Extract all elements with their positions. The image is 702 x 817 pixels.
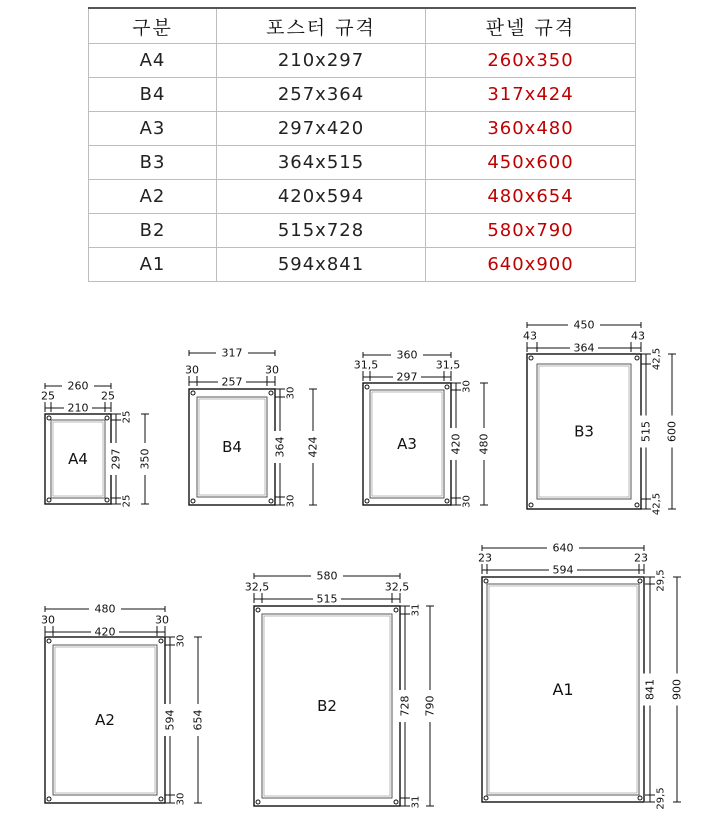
poster-width-label: 594	[552, 563, 574, 577]
panel-height-label: 424	[306, 436, 320, 458]
panel-width-label: 260	[67, 379, 89, 393]
panel-height-label: 350	[138, 448, 152, 470]
header-category: 구분	[89, 8, 217, 44]
poster-width-label: 210	[67, 401, 89, 415]
margin-height-label: 30	[175, 792, 187, 806]
margin-width-label: 30	[155, 613, 169, 627]
margin-height-label: 25	[121, 494, 133, 508]
poster-height-label: 728	[398, 695, 412, 717]
poster-height-label: 841	[643, 679, 657, 700]
panel-diagram-a4	[41, 380, 152, 508]
panel-name-a3: A3	[397, 435, 417, 453]
screw-icon	[256, 608, 260, 612]
panel-name-a1: A1	[552, 680, 574, 699]
panel-name-b4: B4	[222, 438, 242, 456]
panel-diagram-a2	[41, 603, 205, 806]
panel-diagram-a3	[354, 349, 491, 508]
row-name: A3	[89, 112, 217, 146]
panel-width-label: 640	[552, 541, 574, 555]
row-poster: 364x515	[217, 146, 426, 180]
poster-width-label: 515	[316, 592, 338, 606]
row-name: A1	[89, 248, 217, 282]
screw-icon	[365, 385, 369, 389]
margin-height-label: 30	[461, 380, 473, 393]
margin-width-label: 30	[265, 363, 279, 377]
margin-height-label: 42,5	[651, 347, 663, 371]
poster-height-label: 364	[273, 436, 287, 458]
screw-icon	[365, 499, 369, 503]
panel-name-b3: B3	[574, 422, 594, 441]
row-panel: 450x600	[426, 146, 636, 180]
screw-icon	[47, 639, 51, 643]
poster-height-label: 594	[163, 709, 177, 731]
panel-height-label: 480	[477, 433, 491, 455]
screw-icon	[191, 499, 195, 503]
row-panel: 640x900	[426, 248, 636, 282]
margin-height-label: 30	[285, 386, 297, 400]
margin-width-label: 25	[101, 389, 115, 403]
poster-width-label: 364	[573, 341, 595, 355]
margin-width-label: 25	[41, 389, 55, 403]
margin-width-label: 32,5	[384, 580, 410, 594]
screw-icon	[256, 800, 260, 804]
margin-width-label: 23	[478, 551, 492, 565]
screw-icon	[484, 579, 488, 583]
poster-height-label: 420	[449, 433, 463, 455]
row-panel: 480x654	[426, 180, 636, 214]
row-panel: 580x790	[426, 214, 636, 248]
margin-width-label: 43	[631, 329, 645, 343]
row-poster: 594x841	[217, 248, 426, 282]
screw-icon	[635, 503, 639, 507]
row-name: B2	[89, 214, 217, 248]
poster-width-label: 257	[221, 375, 243, 389]
row-panel: 360x480	[426, 112, 636, 146]
panel-width-label: 317	[221, 346, 243, 360]
poster-width-label: 297	[396, 370, 418, 384]
margin-width-label: 32,5	[244, 580, 270, 594]
margin-height-label: 30	[461, 495, 473, 508]
margin-width-label: 31,5	[353, 358, 379, 372]
row-poster: 210x297	[217, 44, 426, 78]
panel-diagram-b4	[185, 347, 320, 508]
panel-name-b2: B2	[317, 697, 337, 715]
margin-height-label: 29,5	[655, 569, 667, 592]
row-poster: 420x594	[217, 180, 426, 214]
screw-icon	[191, 391, 195, 395]
screw-icon	[269, 499, 273, 503]
panel-diagram-b2	[245, 570, 437, 809]
screw-icon	[635, 356, 639, 360]
poster-height-label: 297	[109, 448, 123, 470]
margin-height-label: 25	[121, 410, 133, 424]
panel-width-label: 480	[94, 602, 116, 616]
margin-height-label: 31	[410, 795, 422, 809]
row-name: A2	[89, 180, 217, 214]
margin-width-label: 43	[523, 329, 537, 343]
header-panel-size: 판넬 규격	[426, 8, 636, 44]
panel-height-label: 600	[665, 421, 679, 442]
header-poster-size: 포스터 규격	[217, 8, 426, 44]
screw-icon	[47, 498, 51, 502]
row-poster: 297x420	[217, 112, 426, 146]
row-poster: 515x728	[217, 214, 426, 248]
screw-icon	[105, 498, 109, 502]
screw-icon	[47, 416, 51, 420]
margin-height-label: 42,5	[651, 492, 663, 516]
screw-icon	[445, 385, 449, 389]
screw-icon	[105, 416, 109, 420]
margin-height-label: 29,5	[655, 787, 667, 810]
margin-width-label: 31,5	[435, 358, 461, 372]
panel-height-label: 790	[423, 695, 437, 717]
panel-height-label: 900	[670, 679, 684, 700]
screw-icon	[529, 503, 533, 507]
panel-width-label: 450	[573, 318, 595, 332]
screw-icon	[638, 579, 642, 583]
row-panel: 317x424	[426, 78, 636, 112]
margin-width-label: 30	[185, 363, 199, 377]
row-poster: 257x364	[217, 78, 426, 112]
screw-icon	[269, 391, 273, 395]
panel-name-a4: A4	[68, 450, 88, 468]
margin-width-label: 23	[634, 551, 648, 565]
screw-icon	[47, 797, 51, 801]
screw-icon	[445, 499, 449, 503]
screw-icon	[529, 356, 533, 360]
screw-icon	[394, 800, 398, 804]
panel-diagram-a1	[478, 542, 684, 810]
screw-icon	[638, 796, 642, 800]
row-name: A4	[89, 44, 217, 78]
margin-height-label: 30	[285, 494, 297, 508]
poster-width-label: 420	[94, 625, 116, 639]
margin-height-label: 30	[175, 634, 187, 648]
row-name: B4	[89, 78, 217, 112]
panel-width-label: 580	[316, 569, 338, 583]
screw-icon	[394, 608, 398, 612]
screw-icon	[159, 639, 163, 643]
panel-width-label: 360	[396, 348, 418, 362]
screw-icon	[159, 797, 163, 801]
panel-diagram-b3	[523, 319, 679, 516]
poster-height-label: 515	[639, 421, 653, 442]
row-name: B3	[89, 146, 217, 180]
margin-height-label: 31	[410, 603, 422, 617]
margin-width-label: 30	[41, 613, 55, 627]
row-panel: 260x350	[426, 44, 636, 78]
panel-name-a2: A2	[95, 711, 115, 729]
screw-icon	[484, 796, 488, 800]
panel-height-label: 654	[191, 709, 205, 731]
